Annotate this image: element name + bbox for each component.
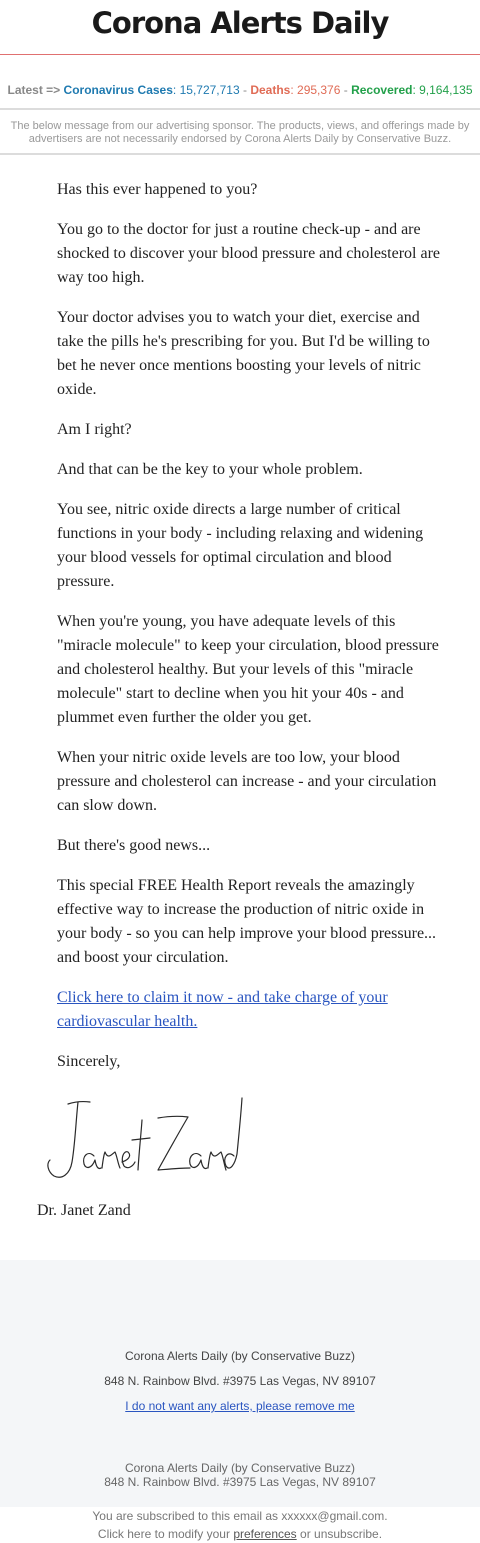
deaths-colon: : [290, 83, 298, 97]
separator: - [340, 83, 352, 97]
paragraph: You see, nitric oxide directs a large number of critical functions in your body - including relaxing and widening your blood vessels for optimal circulation and blood pressure. [57, 501, 424, 590]
brand-title: Corona Alerts Daily [91, 6, 389, 40]
sponsor-disclaimer: The below message from our advertising sponsor. The products, views, and offerings made by advertisers are not necessarily endorsed by Corona Alerts Daily by Conservative Buzz. [10, 120, 470, 145]
recovered-colon: : [412, 83, 420, 97]
preferences-prefix: Click here to modify your [97, 1527, 234, 1541]
separator: - [239, 83, 251, 97]
footer-address-2: 848 N. Rainbow Blvd. #3975 Las Vegas, NV 89107 [104, 1475, 376, 1489]
remove-me-link[interactable]: I do not want any alerts, please remove me [125, 1399, 355, 1413]
footer [0, 1260, 480, 1507]
footer-company-2: Corona Alerts Daily (by Conservative Buzz) [124, 1461, 356, 1475]
paragraph: When you're young, you have adequate levels of this "miracle molecule" to keep your circulation, blood pressure and cholesterol healthy. But your levels of this "miracle molecule" start to decline when you hit your 40s - and plummet even further the older you get. [57, 613, 439, 726]
paragraph: And that can be the key to your whole problem. [57, 461, 363, 478]
deaths-label: Deaths [250, 83, 291, 97]
footer-company: Corona Alerts Daily (by Conservative Buzz) [124, 1349, 356, 1363]
signature-image [38, 1090, 248, 1186]
remove-me-row [0, 1399, 480, 1413]
latest-label: Latest => [7, 83, 61, 97]
recovered-label: Recovered [351, 83, 413, 97]
header [0, 0, 480, 55]
preferences-row [0, 1527, 480, 1541]
paragraph: You go to the doctor for just a routine check-up - and are shocked to discover your blood pressure and cholesterol are way too high. [57, 221, 440, 286]
claim-report-link[interactable]: Click here to claim it now - and take charge of your cardiovascular health. [57, 989, 388, 1030]
paragraph: Has this ever happened to you? [57, 181, 258, 198]
signer-name: Dr. Janet Zand [37, 1202, 131, 1219]
preferences-link[interactable]: preferences [233, 1527, 297, 1541]
stats-ticker [0, 83, 480, 97]
cases-value: 15,727,713 [179, 83, 240, 97]
recovered-value: 9,164,135 [419, 83, 473, 97]
divider [0, 153, 480, 155]
paragraph: This special FREE Health Report reveals the amazingly effective way to increase the production of nitric oxide in your body - so you can help improve your blood pressure... and boost your circulation. [57, 877, 437, 966]
letter-body [57, 178, 449, 1090]
unsubscribe-text[interactable]: or unsubscribe. [296, 1527, 383, 1541]
paragraph: When your nitric oxide levels are too low, your blood pressure and cholesterol can increase - and your circulation can slow down. [57, 749, 437, 814]
deaths-value: 295,376 [297, 83, 341, 97]
closing: Sincerely, [57, 1053, 121, 1070]
subscription-notice: You are subscribed to this email as xxxxxx@gmail.com. [92, 1509, 388, 1523]
paragraph: Am I right? [57, 421, 132, 438]
footer-address: 848 N. Rainbow Blvd. #3975 Las Vegas, NV 89107 [104, 1374, 376, 1388]
cta-paragraph [57, 986, 449, 1034]
paragraph: But there's good news... [57, 837, 211, 854]
cases-colon: : [172, 83, 180, 97]
cases-label: Coronavirus Cases [63, 83, 173, 97]
divider [0, 108, 480, 110]
paragraph: Your doctor advises you to watch your diet, exercise and take the pills he's prescribing for you. But I'd be willing to bet he never once mentions boosting your levels of nitric oxide. [57, 309, 430, 398]
